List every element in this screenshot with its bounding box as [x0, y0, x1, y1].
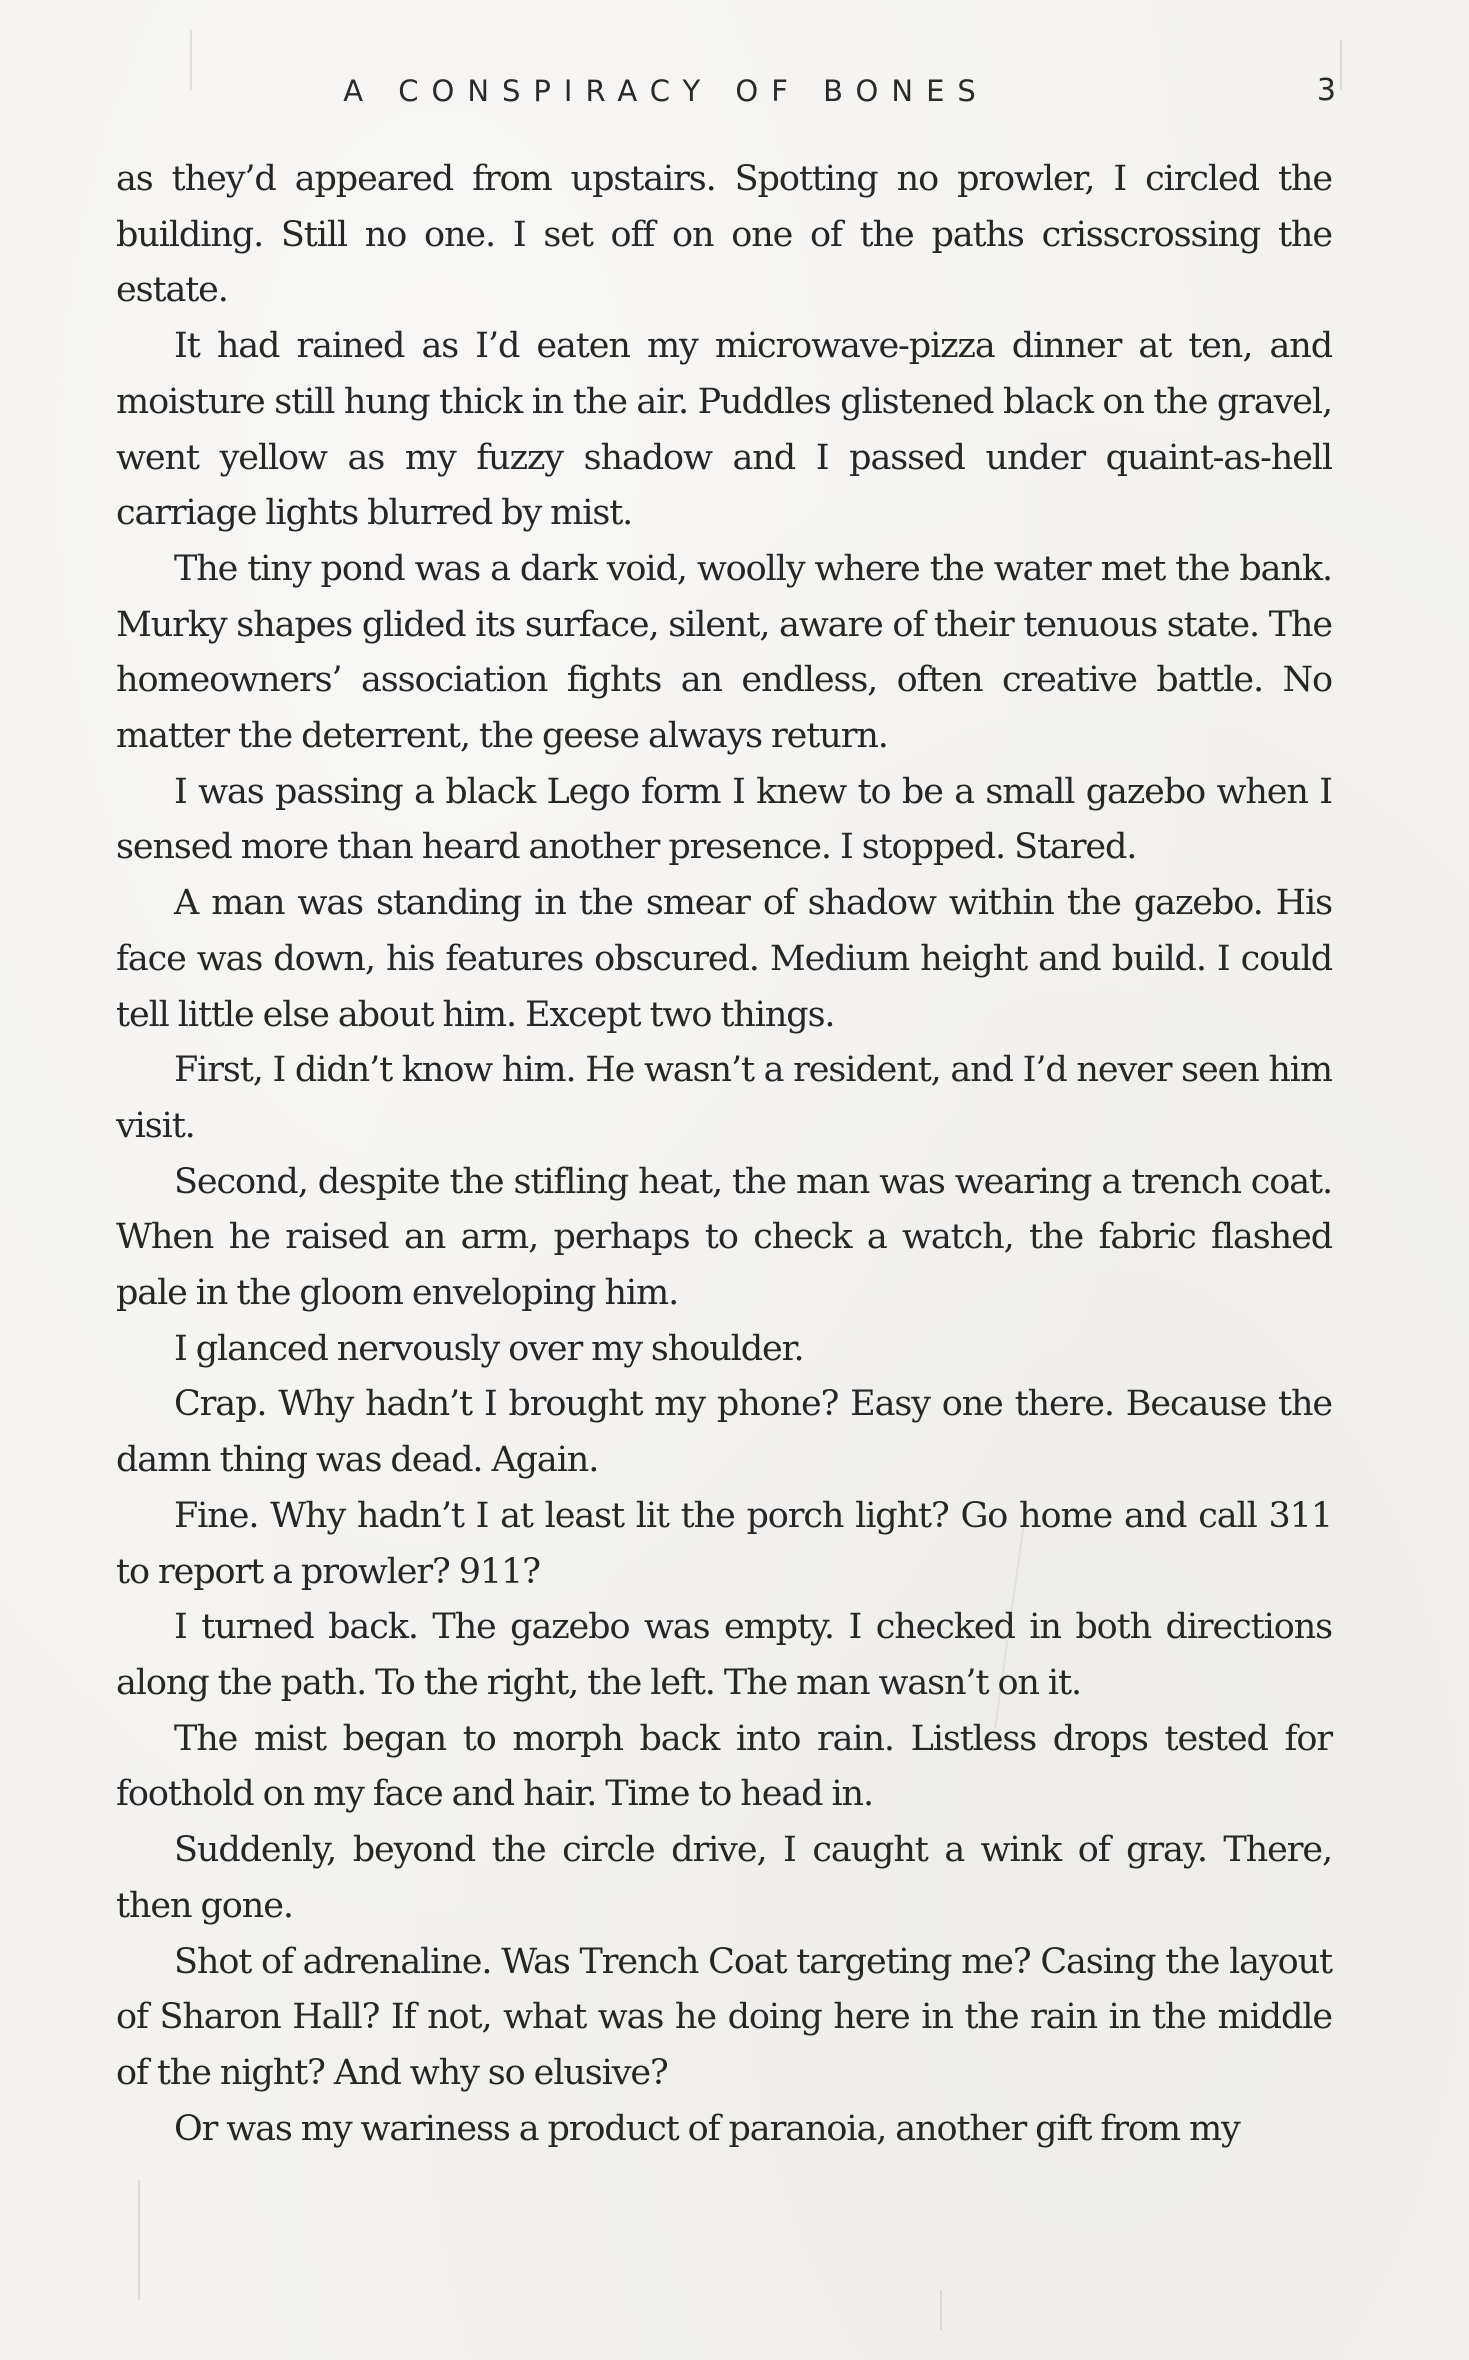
paragraph: Shot of adrenaline. Was Trench Coat targeting me? Casing the layout of Sharon Hall? If not, what was he doing here in the rain in the middle of the night? And why so elusive?: [116, 1941, 1332, 2093]
paragraph: I was passing a black Lego form I knew to be a small gazebo when I sensed more than heard another presence. I stopped. Stared.: [116, 771, 1332, 868]
running-title: A CONSPIRACY OF BONES: [343, 74, 989, 108]
paragraph: Fine. Why hadn’t I at least lit the porch light? Go home and call 311 to report a prowler? 911?: [116, 1495, 1332, 1592]
paragraph: I glanced nervously over my shoulder.: [174, 1328, 804, 1369]
paragraph: Suddenly, beyond the circle drive, I caught a wink of gray. There, then gone.: [116, 1830, 1332, 1926]
paper-scuff-mark: [940, 2290, 942, 2330]
paragraph: Crap. Why hadn’t I brought my phone? Easy one there. Because the damn thing was dead. Again.: [116, 1384, 1332, 1481]
paragraph: The tiny pond was a dark void, woolly where the water met the bank. Murky shapes glided its surface, silent, aware of their tenuous state. The homeowners’ association fights an endless, often creative battle. No matter the deterrent, the geese always return.: [116, 548, 1332, 757]
paragraph: The mist began to morph back into rain. Listless drops tested for foothold on my face and hair. Time to head in.: [116, 1718, 1332, 1815]
paragraph: as they’d appeared from upstairs. Spotting no prowler, I circled the building. Still no one. I set off on one of the paths crisscrossing the estate.: [116, 159, 1332, 311]
paper-scuff-mark: [1340, 40, 1342, 90]
paragraph: Second, despite the stifling heat, the man was wearing a trench coat. When he raised an arm, perhaps to check a watch, the fabric flashed pale in the gloom enveloping him.: [116, 1161, 1332, 1314]
running-header: [116, 66, 1336, 116]
paragraph: First, I didn’t know him. He wasn’t a resident, and I’d never seen him visit.: [116, 1050, 1332, 1146]
paragraph: Or was my wariness a product of paranoia, another gift from my: [174, 2108, 1240, 2149]
paragraph: A man was standing in the smear of shadow within the gazebo. His face was down, his features obscured. Medium height and build. I could tell little else about him. Except two things.: [116, 883, 1332, 1035]
paper-scuff-mark: [138, 2180, 140, 2300]
page-number: 3: [1316, 73, 1336, 108]
paragraph: I turned back. The gazebo was empty. I checked in both directions along the path. To the right, the left. The man wasn’t on it.: [116, 1607, 1332, 1703]
body-text: [116, 152, 1332, 2157]
paragraph: It had rained as I’d eaten my microwave-pizza dinner at ten, and moisture still hung thick in the air. Puddles glistened black on the gravel, went yellow as my fuzzy shadow and I passed under quaint-as-hell carriage lights blurred by mist.: [116, 326, 1332, 534]
